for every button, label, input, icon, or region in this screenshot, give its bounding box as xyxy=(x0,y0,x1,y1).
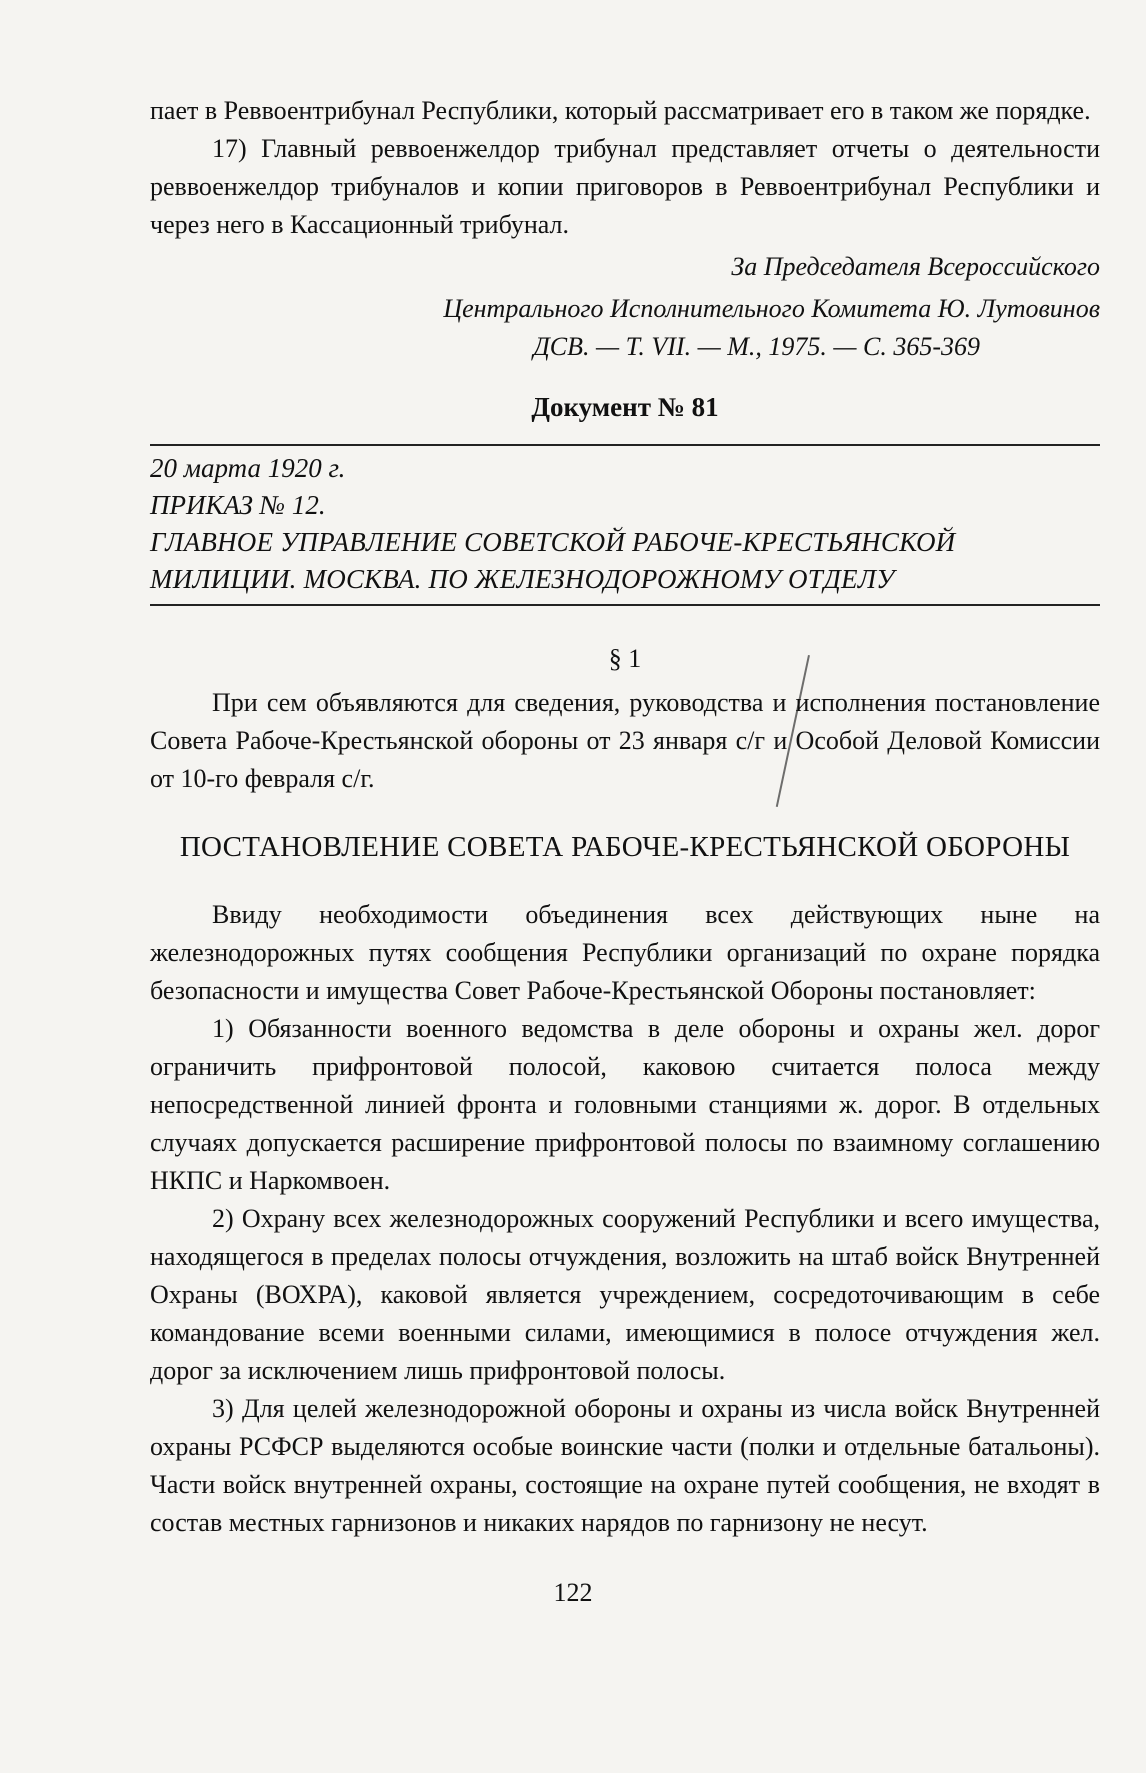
header-order: ПРИКАЗ № 12. xyxy=(150,490,326,520)
signature-line-1: За Председателя Всероссийского xyxy=(731,252,1100,281)
document-title: Документ № 81 xyxy=(531,392,719,422)
section-text: При сем объявляются для сведения, руководства и исполнения постановление Совета Рабоче-Крестьянской обороны от 23 января с/г и Особой Деловой Комиссии от 10-го февраля с/г. xyxy=(150,688,1100,793)
source-citation: ДСВ. — Т. VII. — М., 1975. — С. 365-369 xyxy=(533,332,980,361)
document-header xyxy=(150,446,1100,604)
signature-line-2: Центрального Исполнительного Комитета Ю. Лутовинов xyxy=(443,294,1100,323)
resolution-preamble: Ввиду необходимости объединения всех действующих ныне на железнодорожных путях сообщения Республики организаций по охране порядка безопасности и имущества Совет Рабоче-Крестьянской Обороны постановляет: xyxy=(150,900,1100,1005)
resolution-item-1: 1) Обязанности военного ведомства в деле обороны и охраны жел. дорог ограничить прифронтовой полосой, каковою считается полоса между непосредственной линией фронта и головными станциями ж. дорог. В отдельных случаях допускается расширение прифронтовой полосы по взаимному соглашению НКПС и Наркомвоен. xyxy=(150,1014,1100,1195)
signature-block xyxy=(150,248,1100,366)
section-mark: § 1 xyxy=(608,644,642,673)
header-date: 20 марта 1920 г. xyxy=(150,453,346,483)
header-title: ГЛАВНОЕ УПРАВЛЕНИЕ СОВЕТСКОЙ РАБОЧЕ-КРЕСТЬЯНСКОЙ МИЛИЦИИ. МОСКВА. ПО ЖЕЛЕЗНОДОРОЖНОМУ ОТДЕЛУ xyxy=(150,527,956,594)
paragraph-17: 17) Главный реввоенжелдор трибунал представляет отчеты о деятельности реввоенжелдор трибуналов и копии приговоров в Реввоентрибунал Республики и через него в Кассационный трибунал. xyxy=(150,134,1100,239)
resolution-item-2: 2) Охрану всех железнодорожных сооружений Республики и всего имущества, находящегося в пределах полосы отчуждения, возложить на штаб войск Внутренней Охраны (ВОХРА), каковой является учреждением, сосредоточивающим в себе командование всеми военными силами, имеющимися в полосе отчуждения жел. дорог за исключением лишь прифронтовой полосы. xyxy=(150,1204,1100,1385)
resolution-title: ПОСТАНОВЛЕНИЕ СОВЕТА РАБОЧЕ-КРЕСТЬЯНСКОЙ ОБОРОНЫ xyxy=(179,831,1071,863)
header-rule-bottom xyxy=(150,604,1100,606)
page-content xyxy=(150,92,1100,1542)
paragraph-continuation: пает в Реввоентрибунал Республики, который рассматривает его в таком же порядке. xyxy=(150,96,1091,125)
resolution-item-3: 3) Для целей железнодорожной обороны и охраны из числа войск Внутренней охраны РСФСР выделяются особые воинские части (полки и отдельные батальоны). Части войск внутренней охраны, состоящие на охране путей сообщения, не входят в состав местных гарнизонов и никаких нарядов по гарнизону не несут. xyxy=(150,1394,1100,1537)
page-number: 122 xyxy=(553,1578,593,1607)
